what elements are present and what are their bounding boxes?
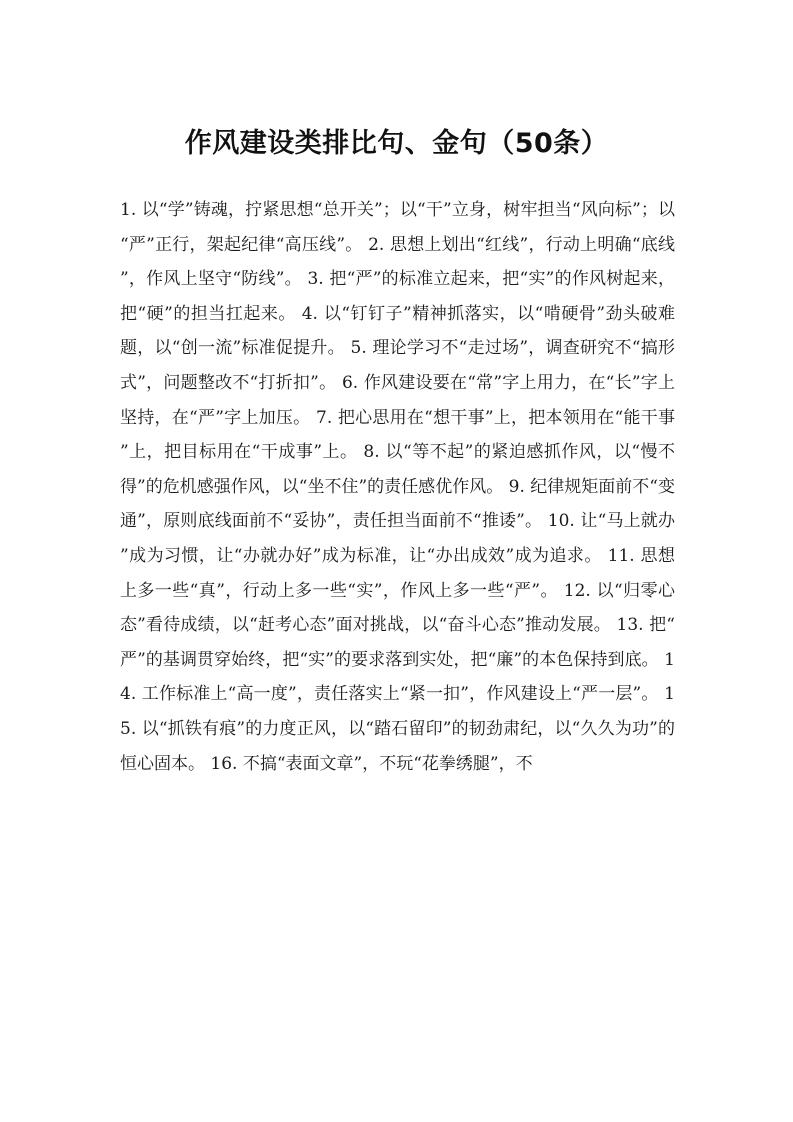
document-body: 1. 以“学”铸魂，拧紧思想“总开关”；以“干”立身，树牢担当“风向标”；以“严”正行，架起纪律“高压线”。 2. 思想上划出“红线”，行动上明确“底线”，作风上坚守“防线”。 3. 把“严”的标准立起来，把“实”的作风树起来，把“硬”的担当扛起来。 4. 以“钉钉子”精神抓落实，以“啃硬骨”劲头破难题，以“创一流”标准促提升。 5. 理论学习不“走过场”，调查研究不“搞形式”，问题整改不“打折扣”。 6. 作风建设要在“常”字上用力，在“长”字上坚持，在“严”字上加压。 7. 把心思用在“想干事”上，把本领用在“能干事”上，把目标用在“干成事”上。 8. 以“等不起”的紧迫感抓作风，以“慢不得”的危机感强作风，以“坐不住”的责任感优作风。 9. 纪律规矩面前不“变通”，原则底线面前不“妥协”，责任担当面前不“推诿”。 10. 让“马上就办”成为习惯，让“办就办好”成为标准，让“办出成效”成为追求。 11. 思想上多一些“真”，行动上多一些“实”，作风上多一些“严”。 12. 以“归零心态”看待成绩，以“赶考心态”面对挑战，以“奋斗心态”推动发展。 13. 把“严”的基调贯穿始终，把“实”的要求落到实处，把“廉”的本色保持到底。 14. 工作标准上“高一度”，责任落实上“紧一扣”，作风建设上“严一层”。 15. 以“抓铁有痕”的力度正风，以“踏石留印”的韧劲肃纪，以“久久为功”的恒心固本。 16. 不搞“表面文章”，不玩“花拳绣腿”，不 [120, 200, 675, 774]
document-title: 作风建设类排比句、金句（50条） [184, 128, 609, 159]
